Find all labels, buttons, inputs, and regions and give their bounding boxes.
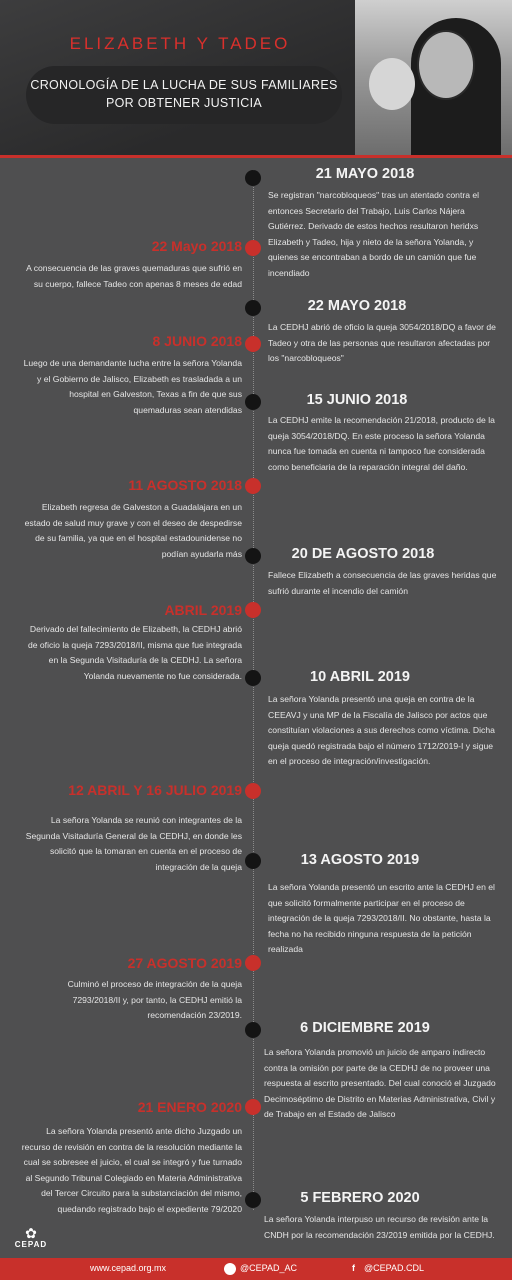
timeline-dot (245, 853, 261, 869)
event-date: 12 ABRIL Y 16 JULIO 2019 (68, 782, 242, 798)
timeline-dot (245, 548, 261, 564)
footer-bar (0, 1258, 512, 1280)
timeline-dot (245, 602, 261, 618)
event-text: La señora Yolanda promovió un juicio de amparo indirecto contra la omisión por parte de la CEDHJ de no proveer una respuesta al escrito presentado. Del cual conoció el Juzgado Decimoséptimo de Distrito en Materias Administrativa, Civil y de Trabajo en el Estado de Jalisco (264, 1047, 496, 1120)
header-banner (0, 0, 512, 157)
event-date: 21 ENERO 2020 (137, 1099, 242, 1115)
website-link[interactable]: www.cepad.org.mx (90, 1263, 167, 1273)
event-text: La señora Yolanda presentó una queja en contra de la CEEAVJ y una MP de la Fiscalía de Jalisco por actos que constituían violaciones a sus derechos como víctima. Dicha queja quedó registrada bajo el número 1712/2019-I y sigue en el proceso de integración/investigación. (268, 694, 495, 767)
event-text: La señora Yolanda se reunió con integrantes de la Segunda Visitaduría General de la CEDHJ, en donde les solicitó que la tomaran en cuenta en el proceso de integración de la queja (25, 815, 242, 872)
page-title: ELIZABETH Y TADEO (69, 34, 291, 53)
event-text: Luego de una demandante lucha entre la señora Yolanda y el Gobierno de Jalisco, Elizabeth es trasladada a un hospital en Galveston, Texas a fin de que sus quemaduras sean atendidas (23, 358, 242, 415)
cepad-logo: ✿ CEPAD (14, 1225, 48, 1249)
timeline-dot (245, 300, 261, 316)
subtitle-line-1: CRONOLOGÍA DE LA LUCHA DE SUS FAMILIARES (30, 78, 338, 92)
facebook-icon: f (352, 1263, 355, 1273)
timeline-dot (245, 394, 261, 410)
facebook-handle[interactable]: @CEPAD.CDL (364, 1263, 424, 1273)
timeline-dot (245, 336, 261, 352)
event-date: 10 ABRIL 2019 (310, 669, 410, 685)
event-date: 13 AGOSTO 2019 (300, 852, 420, 868)
timeline-dot (245, 240, 261, 256)
twitter-icon (224, 1263, 236, 1275)
event-text: La CEDHJ emite la recomendación 21/2018, producto de la queja 3054/2018/DQ. En este proceso la señora Yolanda nunca fue tomada en cuenta ni tampoco fue considerada como beneficiaria de la reparación integral del daño. (268, 415, 495, 472)
timeline-axis (253, 170, 254, 1210)
event-date: 20 DE AGOSTO 2018 (291, 546, 435, 562)
timeline-dot (245, 670, 261, 686)
event-date: 6 DICIEMBRE 2019 (300, 1020, 430, 1036)
event-date: 8 JUNIO 2018 (152, 333, 242, 349)
event-date: 22 Mayo 2018 (151, 238, 242, 254)
photo-woman (417, 30, 475, 100)
event-date: 21 MAYO 2018 (315, 166, 415, 182)
timeline-dot (245, 1099, 261, 1115)
timeline-dot (245, 1022, 261, 1038)
event-text: Fallece Elizabeth a consecuencia de las graves heridas que sufrió durante el incendio del camión (268, 570, 497, 596)
event-date: ABRIL 2019 (164, 602, 242, 618)
timeline-dot (245, 170, 261, 186)
event-date: 22 MAYO 2018 (307, 298, 407, 314)
subtitle-line-2: POR OBTENER JUSTICIA (105, 96, 263, 110)
event-text: Elizabeth regresa de Galveston a Guadalajara en un estado de salud muy grave y con el deseo de despedirse de su familia, ya que en el hospital estadounidense no podían ayudarla más (24, 502, 242, 559)
photo-child (369, 58, 415, 110)
event-text: Derivado del fallecimiento de Elizabeth, la CEDHJ abrió de oficio la queja 7293/2018/II, misma que fue integrada en la Segunda Visitaduría de la CEDHJ. La señora Yolanda nuevamente no fue considerada. (27, 624, 242, 681)
timeline-dot (245, 783, 261, 799)
page-subtitle (26, 76, 342, 112)
event-text: Culminó el proceso de integración de la queja 7293/2018/II y, por tanto, la CEDHJ emitió la recomendación 23/2019. (67, 979, 242, 1021)
event-text: La señora Yolanda presentó ante dicho Juzgado un recurso de revisión en contra de la resolución mediante la cual se sobresee el juicio, el cual se integró y fue turnado al Segundo Tribunal Colegiado en Materia Administrativa del Tercer Circuito para la substanciación del mismo, quedando registrado bajo el expediente 79/2020 (21, 1126, 242, 1214)
timeline-dot (245, 478, 261, 494)
header-divider (0, 155, 512, 158)
event-text: A consecuencia de las graves quemaduras que sufrió en su cuerpo, fallece Tadeo con apenas 8 meses de edad (26, 263, 242, 289)
event-text: La señora Yolanda presentó un escrito ante la CEDHJ en el que solicitó formalmente participar en el proceso de integración de la queja 7293/2018/II. No obstante, hasta la fecha no ha recibido ninguna respuesta de la petición realizada (268, 882, 495, 955)
event-date: 27 AGOSTO 2019 (127, 955, 242, 971)
event-date: 5 FEBRERO 2020 (300, 1190, 420, 1206)
event-date: 15 JUNIO 2018 (306, 392, 408, 408)
twitter-handle[interactable]: @CEPAD_AC (240, 1263, 297, 1273)
event-text: La señora Yolanda interpuso un recurso de revisión ante la CNDH por la recomendación 23/2019 emitida por la CEDHJ. (264, 1214, 495, 1240)
header-photo (355, 0, 512, 155)
event-date: 11 AGOSTO 2018 (128, 477, 242, 493)
timeline-dot (245, 955, 261, 971)
event-text: Se registran "narcobloqueos" tras un atentado contra el entonces Secretario del Trabajo, Luis Carlos Nájera Gutiérrez. Derivado de estos hechos resultaron heridxs Elizabeth y Tadeo, hija y nieto de la señora Yolanda, y quienes se encontraban a bordo de un camión que fue incendiado (268, 190, 480, 278)
event-text: La CEDHJ abrió de oficio la queja 3054/2018/DQ a favor de Tadeo y otra de las personas que resultaron afectadas por los "narcobloqueos" (268, 322, 496, 364)
logo-mark-icon: ✿ (25, 1225, 37, 1241)
timeline-dot (245, 1192, 261, 1208)
